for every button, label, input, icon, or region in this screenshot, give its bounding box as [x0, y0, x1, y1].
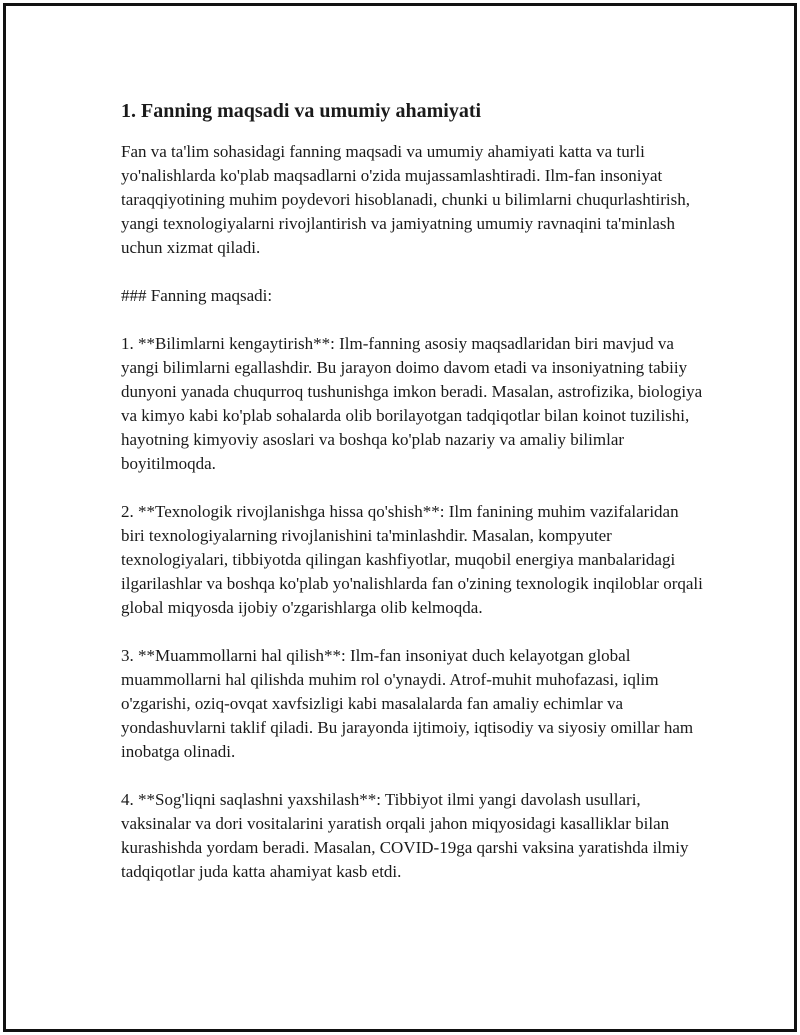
list-item-health: 4. **Sog'liqni saqlashni yaxshilash**: Tibbiyot ilmi yangi davolash usullari, vaksinalar va dori vositalarini yaratish orqali jahon miqyosidagi kasalliklar bilan kurashishda yordam beradi. Masalan, COVID-19ga qarshi vaksina yaratishda ilmiy tadqiqotlar juda katta ahamiyat kasb etdi.: [121, 790, 689, 881]
document-body: [121, 98, 706, 884]
subheading-paragraph: ### Fanning maqsadi:: [121, 286, 273, 305]
document-page: [3, 3, 797, 1032]
list-item-technology: 2. **Texnologik rivojlanishga hissa qo'shish**: Ilm fanining muhim vazifalaridan biri texnologiyalarning rivojlanishini ta'minlashdir. Masalan, kompyuter texnologiyalari, tibbiyotda qilingan kashfiyotlar, muqobil energiya manbalaridagi ilgarilashlar va boshqa ko'plab yo'nalishlarda fan o'zining texnologik inqiloblar orqali global miqyosda ijobiy o'zgarishlarga olib kelmoqda.: [121, 502, 703, 617]
list-item-problems: 3. **Muammollarni hal qilish**: Ilm-fan insoniyat duch kelayotgan global muammollarni hal qilishda muhim rol o'ynaydi. Atrof-muhit muhofazasi, iqlim o'zgarishi, oziq-ovqat xavfsizligi kabi masalalarda fan amaliy echimlar va yondashuvlarni taklif qiladi. Bu jarayonda ijtimoiy, iqtisodiy va siyosiy omillar ham inobatga olinadi.: [121, 646, 694, 761]
section-heading: 1. Fanning maqsadi va umumiy ahamiyati: [121, 100, 482, 122]
intro-paragraph: Fan va ta'lim sohasidagi fanning maqsadi va umumiy ahamiyati katta va turli yo'nalishlarda ko'plab maqsadlarni o'zida mujassamlashtiradi. Ilm-fan insoniyat taraqqiyotining muhim poydevori hisoblanadi, chunki u bilimlarni chuqurlashtirish, yangi texnologiyalarni rivojlantirish va jamiyatning umumiy ravnaqini ta'minlash uchun xizmat qiladi.: [121, 142, 690, 257]
list-item-knowledge: 1. **Bilimlarni kengaytirish**: Ilm-fanning asosiy maqsadlaridan biri mavjud va yangi bilimlarni egallashdir. Bu jarayon doimo davom etadi va insoniyatning tabiiy dunyoni yanada chuqurroq tushunishga imkon beradi. Masalan, astrofizika, biologiya va kimyo kabi ko'plab sohalarda olib borilayotgan tadqiqotlar bilan koinot tuzilishi, hayotning kimyoviy asoslari va boshqa ko'plab nazariy va amaliy bilimlar boyitilmoqda.: [121, 334, 703, 473]
